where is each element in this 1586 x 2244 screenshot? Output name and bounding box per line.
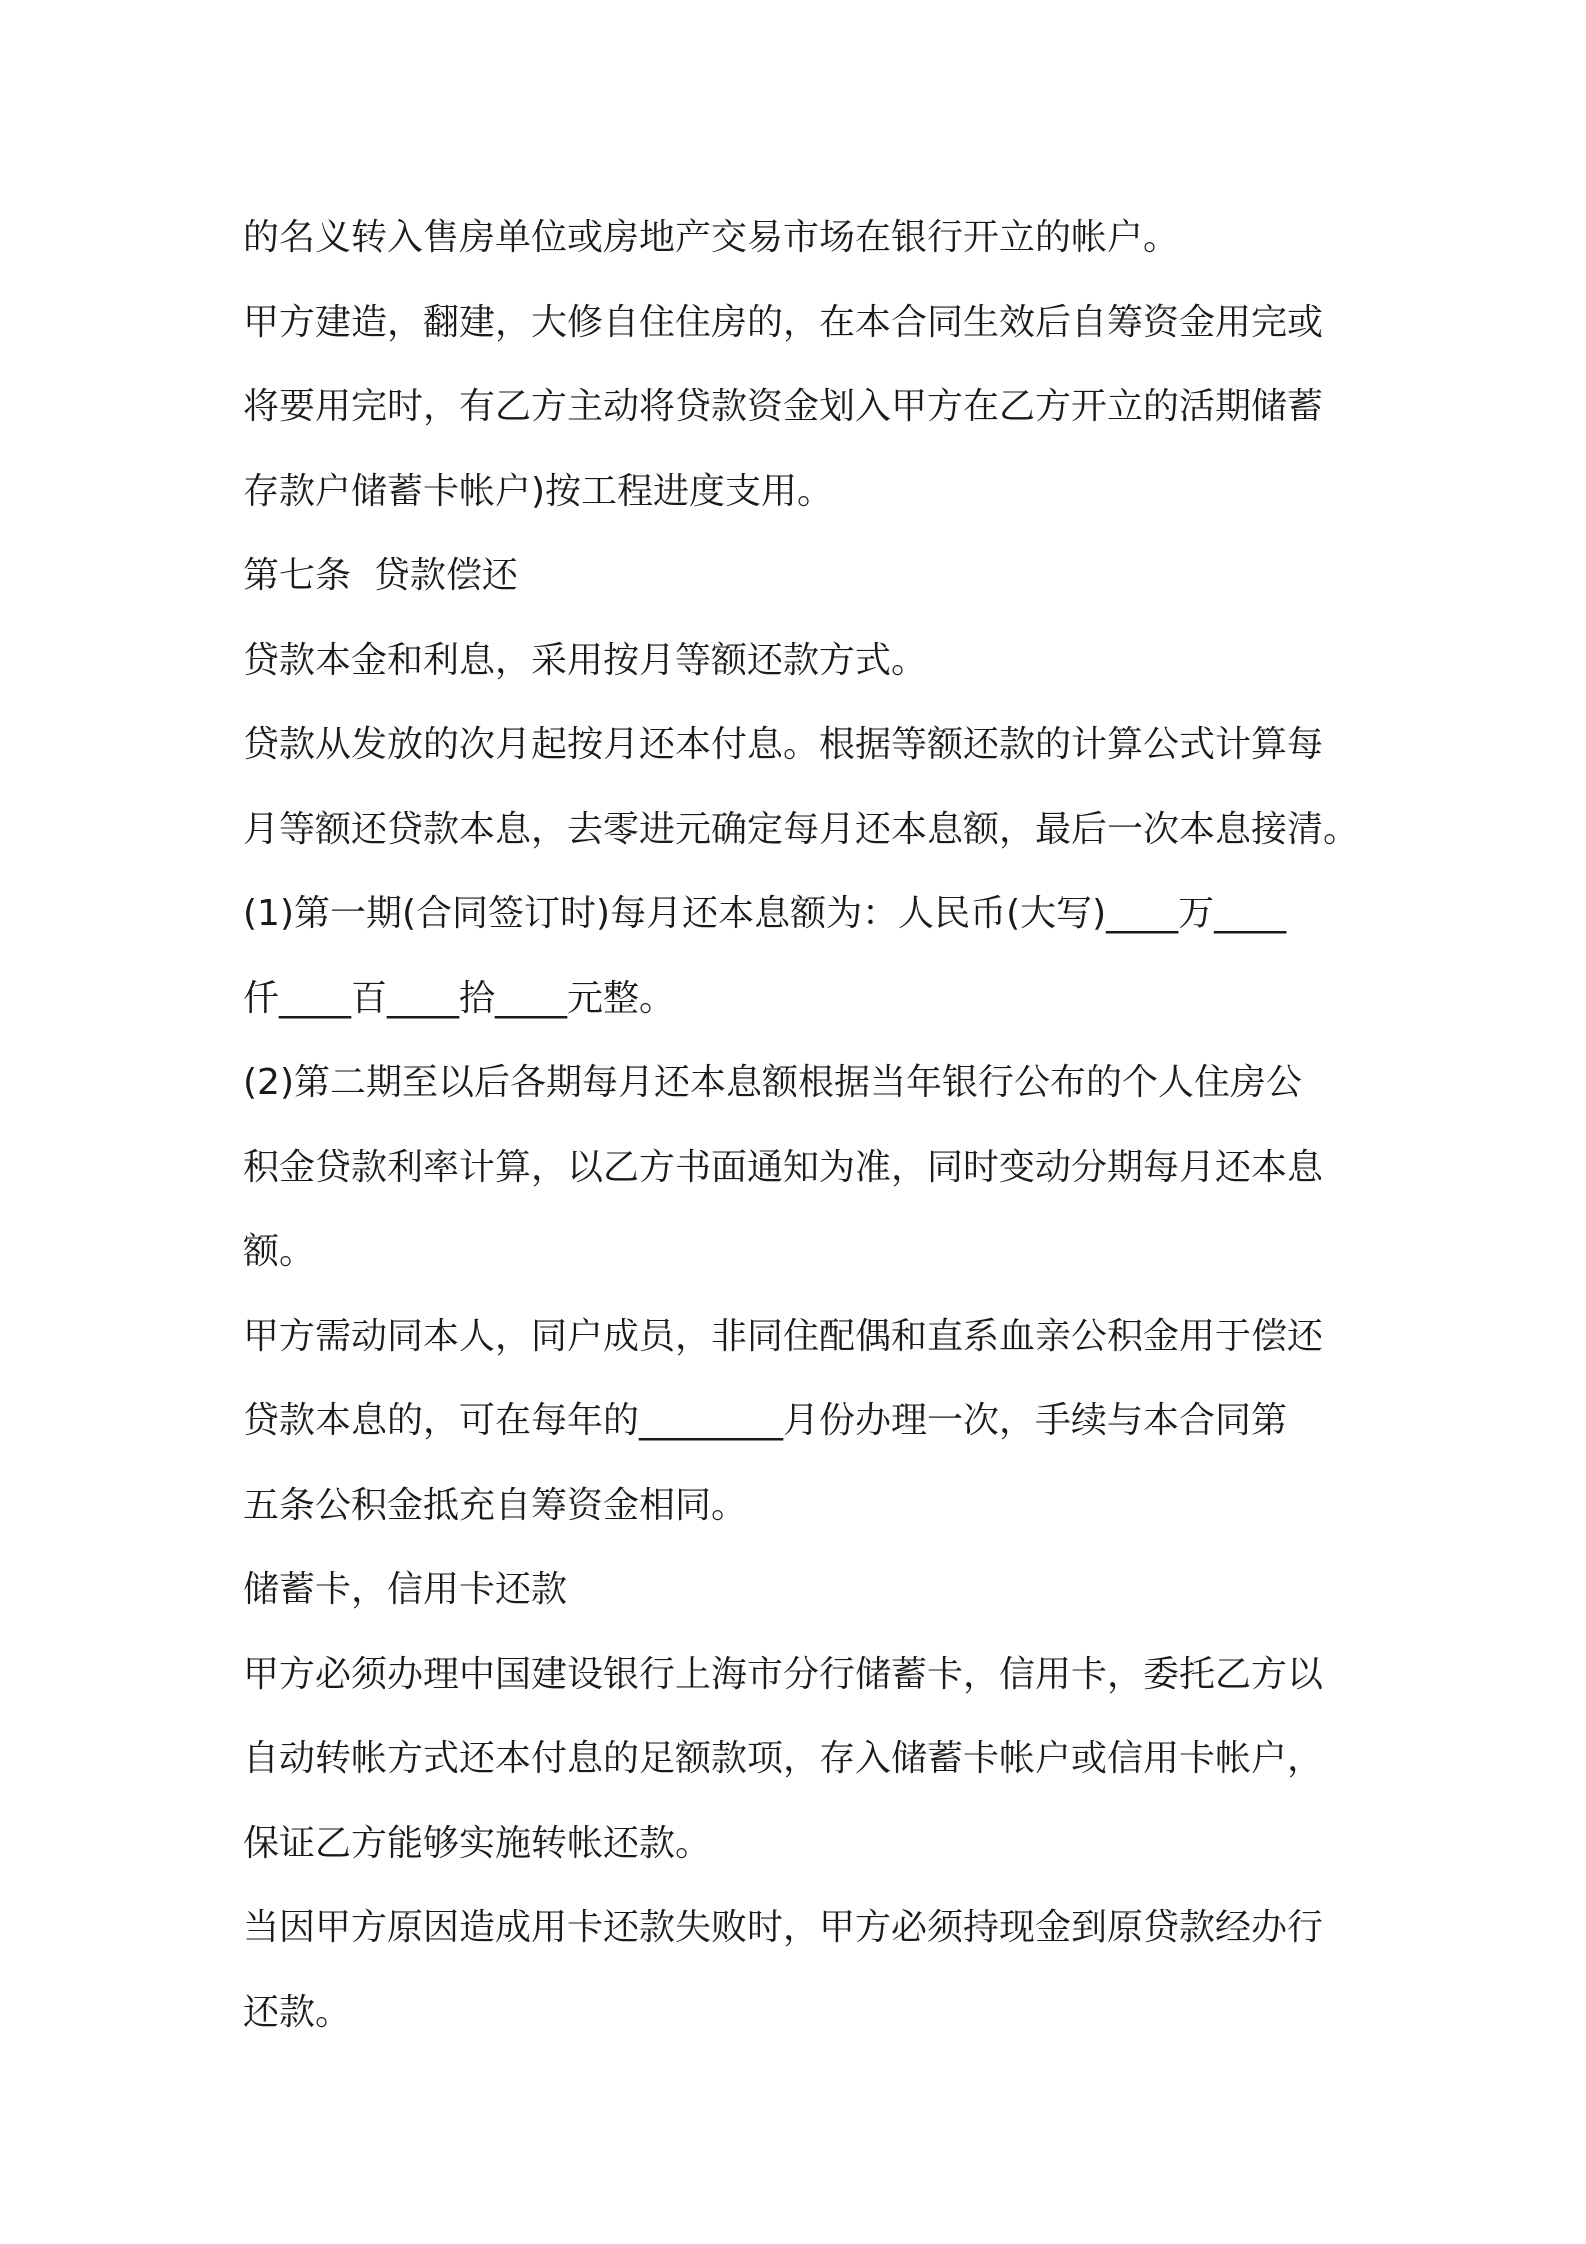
text-line: 甲方必须办理中国建设银行上海市分行储蓄卡，信用卡，委托乙方以: [243, 1653, 1324, 1695]
text-line: 贷款本息的，可在每年的________月份办理一次，手续与本合同第: [243, 1400, 1288, 1441]
text-line: 仟____百____拾____元整。: [243, 977, 676, 1019]
subheading: 储蓄卡，信用卡还款: [243, 1569, 568, 1610]
text-line: 贷款本金和利息，采用按月等额还款方式。: [243, 639, 928, 681]
text-line: 贷款从发放的次月起按月还本付息。根据等额还款的计算公式计算每: [243, 724, 1324, 765]
text-line: 额。: [243, 1231, 316, 1272]
text-line: 当因甲方原因造成用卡还款失败时，甲方必须持现金到原贷款经办行: [243, 1907, 1324, 1948]
text-line: 还款。: [243, 1991, 352, 2033]
text-line: 的名义转入售房单位或房地产交易市场在银行开立的帐户。: [243, 217, 1180, 258]
text-line: 自动转帐方式还本付息的足额款项，存入储蓄卡帐户或信用卡帐户，: [243, 1738, 1324, 1779]
text-line: 五条公积金抵充自筹资金相同。: [243, 1484, 748, 1526]
section-heading: 第七条 贷款偿还: [243, 555, 518, 596]
text-line: 月等额还贷款本息，去零进元确定每月还本息额，最后一次本息接清。: [243, 808, 1360, 850]
text-line: 甲方需动同本人，同户成员，非同住配偶和直系血亲公积金用于偿还: [243, 1315, 1324, 1357]
text-line: (1)第一期(合同签订时)每月还本息额为：人民币(大写)____万____: [243, 893, 1287, 934]
document-body: [243, 196, 1363, 2055]
text-line: 甲方建造，翻建，大修自住住房的，在本合同生效后自筹资金用完或: [243, 301, 1324, 343]
text-line: 存款户储蓄卡帐户)按工程进度支用。: [243, 470, 834, 512]
text-line: 积金贷款利率计算，以乙方书面通知为准，同时变动分期每月还本息: [243, 1146, 1324, 1188]
text-line: 将要用完时，有乙方主动将贷款资金划入甲方在乙方开立的活期储蓄: [243, 386, 1324, 427]
text-line: 保证乙方能够实施转帐还款。: [243, 1822, 712, 1864]
text-line: (2)第二期至以后各期每月还本息额根据当年银行公布的个人住房公: [243, 1062, 1302, 1103]
